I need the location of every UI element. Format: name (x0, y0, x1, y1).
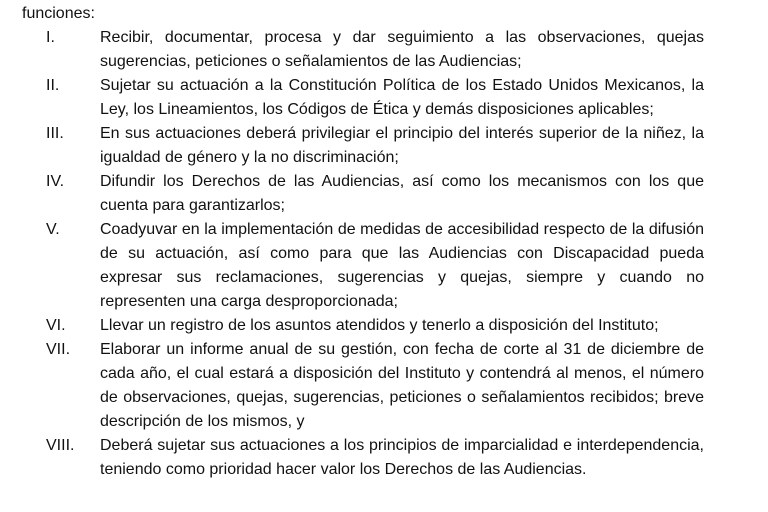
list-item-text: Sujetar su actuación a la Constitución Política de los Estado Unidos Mexicanos, la Ley, los Lineamientos, los Códigos de Ética y demás disposiciones aplicables; (100, 77, 704, 118)
list-numeral: II. (46, 77, 60, 94)
list-numeral: VIII. (46, 437, 75, 454)
list-item-text: Elaborar un informe anual de su gestión, con fecha de corte al 31 de diciembre de cada año, el cual estará a disposición del Instituto y contendrá al menos, el número de observaciones, quejas, sugerencias, peticiones o señalamientos recibidos; breve descripción de los mismos, y (100, 341, 704, 430)
list-item-text: Llevar un registro de los asuntos atendidos y tenerlo a disposición del Instituto; (100, 317, 659, 334)
intro-text: funciones: (22, 5, 95, 22)
list-item-text: Coadyuvar en la implementación de medidas de accesibilidad respecto de la difusión de su actuación, así como para que las Audiencias con Discapacidad pueda expresar sus reclamaciones, sugerencias y quejas, siempre y cuando no representen una carga desproporcionada; (100, 221, 704, 310)
list-item-text: En sus actuaciones deberá privilegiar el principio del interés superior de la niñez, la igualdad de género y la no discriminación; (100, 125, 704, 166)
list-item-text: Recibir, documentar, procesa y dar seguimiento a las observaciones, quejas sugerencias, peticiones o señalamientos de las Audiencias; (100, 29, 704, 70)
functions-list (22, 26, 768, 482)
list-numeral: I. (46, 29, 55, 46)
list-item-vi (22, 314, 768, 338)
list-item-ii (22, 74, 768, 122)
list-item-iii (22, 122, 768, 170)
list-numeral: IV. (46, 173, 65, 190)
list-numeral: VI. (46, 317, 66, 334)
list-item-text: Difundir los Derechos de las Audiencias, así como los mecanismos con los que cuenta para garantizarlos; (100, 173, 704, 214)
list-numeral: III. (46, 125, 64, 142)
list-item-iv (22, 170, 768, 218)
list-item-vii (22, 338, 768, 434)
list-item-text: Deberá sujetar sus actuaciones a los principios de imparcialidad e interdependencia, teniendo como prioridad hacer valor los Derechos de las Audiencias. (100, 437, 704, 478)
list-item-v (22, 218, 768, 314)
list-item-i (22, 26, 768, 74)
list-item-viii (22, 434, 768, 482)
list-numeral: V. (46, 221, 60, 238)
list-numeral: VII. (46, 341, 71, 358)
